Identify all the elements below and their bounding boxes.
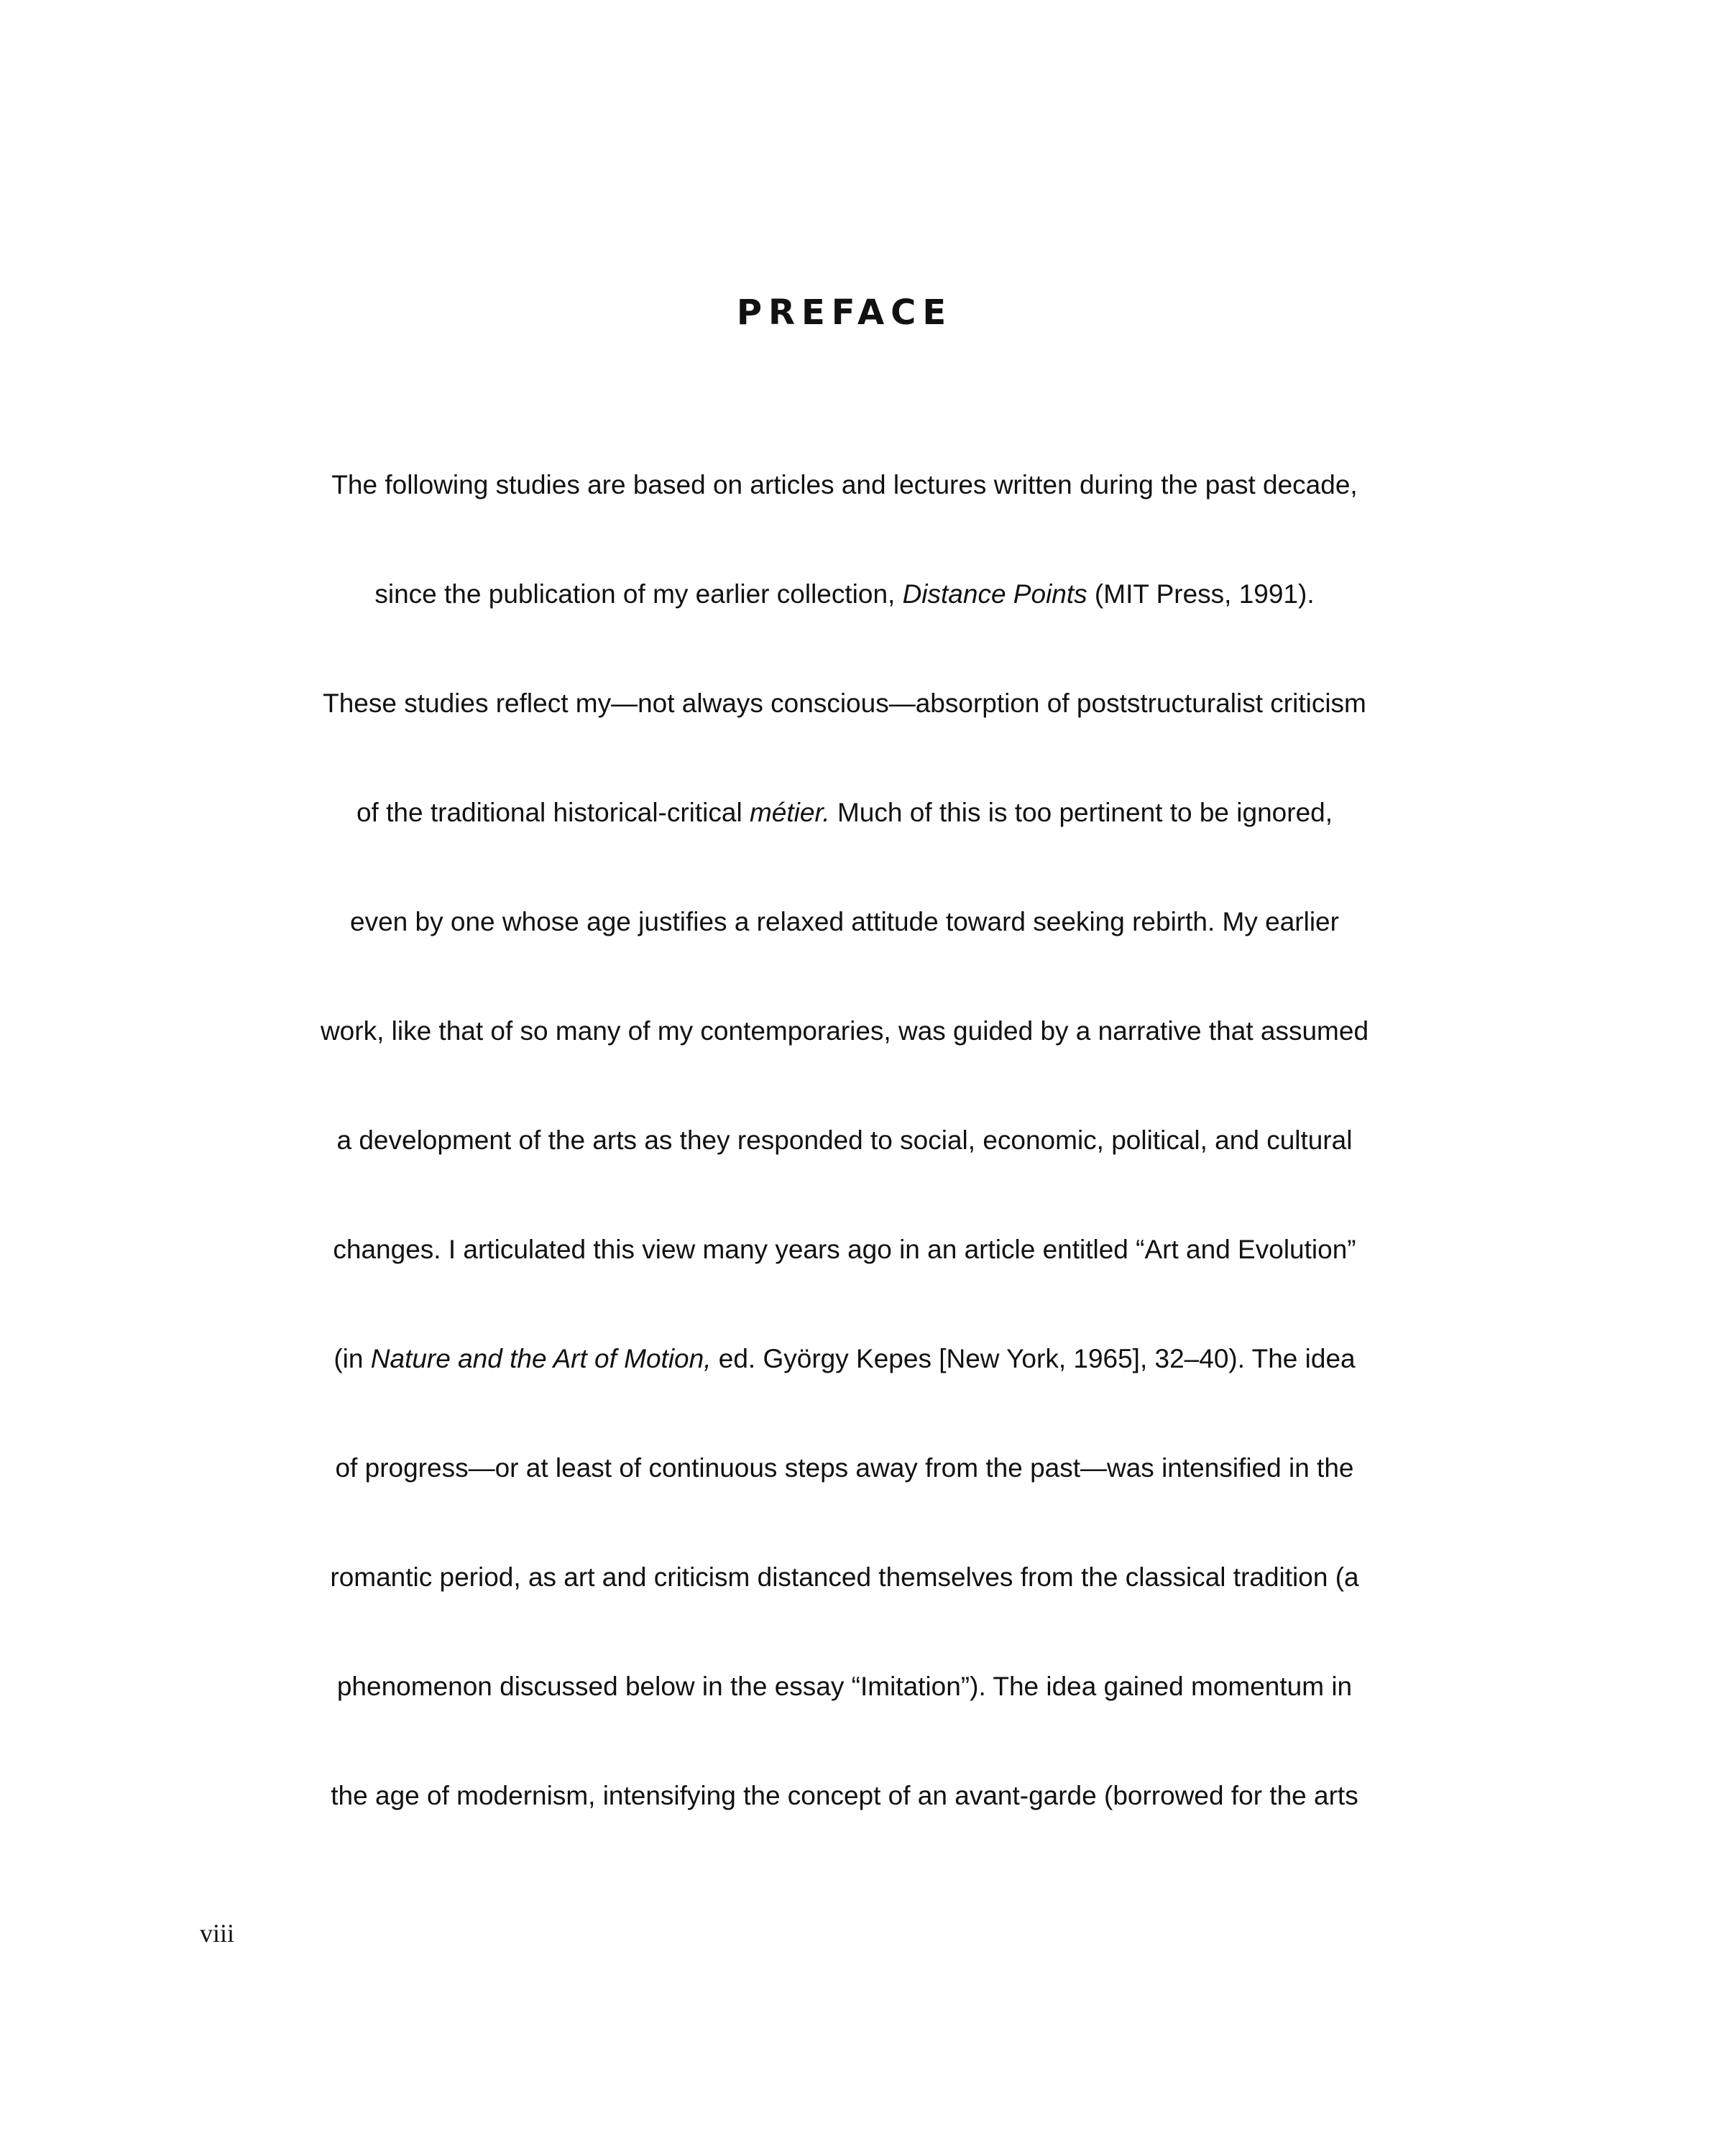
text-line xyxy=(288,1006,1402,1115)
text-segment: even by one whose age justifies a relaxed attitude toward seeking rebirth. My earlier xyxy=(350,907,1339,936)
page-title: PREFACE xyxy=(736,292,953,333)
text-segment: a development of the arts as they responded to social, economic, political, and cultural xyxy=(336,1125,1353,1155)
text-line xyxy=(288,897,1402,1006)
text-segment: (in xyxy=(334,1344,371,1373)
text-segment: romantic period, as art and criticism distanced themselves from the classical tradition (a xyxy=(330,1562,1359,1592)
text-line xyxy=(288,1115,1402,1225)
text-segment: ed. György Kepes [New York, 1965], 32–40). The idea xyxy=(711,1344,1356,1373)
text-segment: Much of this is too pertinent to be ignored, xyxy=(829,798,1333,827)
text-line xyxy=(288,569,1402,678)
text-line xyxy=(288,460,1402,569)
text-line xyxy=(288,1334,1402,1443)
body-text xyxy=(288,460,1402,1880)
italic-text: Distance Points xyxy=(902,579,1087,609)
text-line xyxy=(288,1225,1402,1334)
text-segment: since the publication of my earlier collection, xyxy=(374,579,903,609)
italic-text: Nature and the Art of Motion, xyxy=(370,1344,712,1373)
text-segment: phenomenon discussed below in the essay “Imitation”). The idea gained momentum in xyxy=(336,1672,1353,1701)
italic-text: métier. xyxy=(749,798,830,827)
text-segment: changes. I articulated this view many years ago in an article entitled “Art and Evolution” xyxy=(333,1235,1356,1264)
text-segment: (MIT Press, 1991). xyxy=(1087,579,1315,609)
text-line xyxy=(288,1771,1402,1880)
text-line xyxy=(288,678,1402,788)
text-segment: These studies reflect my—not always conscious—absorption of poststructuralist criticism xyxy=(323,688,1366,718)
text-segment: of progress—or at least of continuous steps away from the past—was intensified in the xyxy=(335,1453,1354,1483)
text-line xyxy=(288,1662,1402,1771)
text-line xyxy=(288,1443,1402,1552)
page-number: viii xyxy=(200,1919,235,1948)
text-segment: the age of modernism, intensifying the concept of an avant-garde (borrowed for the arts xyxy=(331,1781,1358,1810)
text-line xyxy=(288,788,1402,897)
text-segment: The following studies are based on articles and lectures written during the past decade, xyxy=(331,470,1358,499)
text-line xyxy=(288,1552,1402,1662)
text-segment: work, like that of so many of my contemporaries, was guided by a narrative that assumed xyxy=(320,1016,1369,1046)
text-segment: of the traditional historical-critical xyxy=(356,798,750,827)
